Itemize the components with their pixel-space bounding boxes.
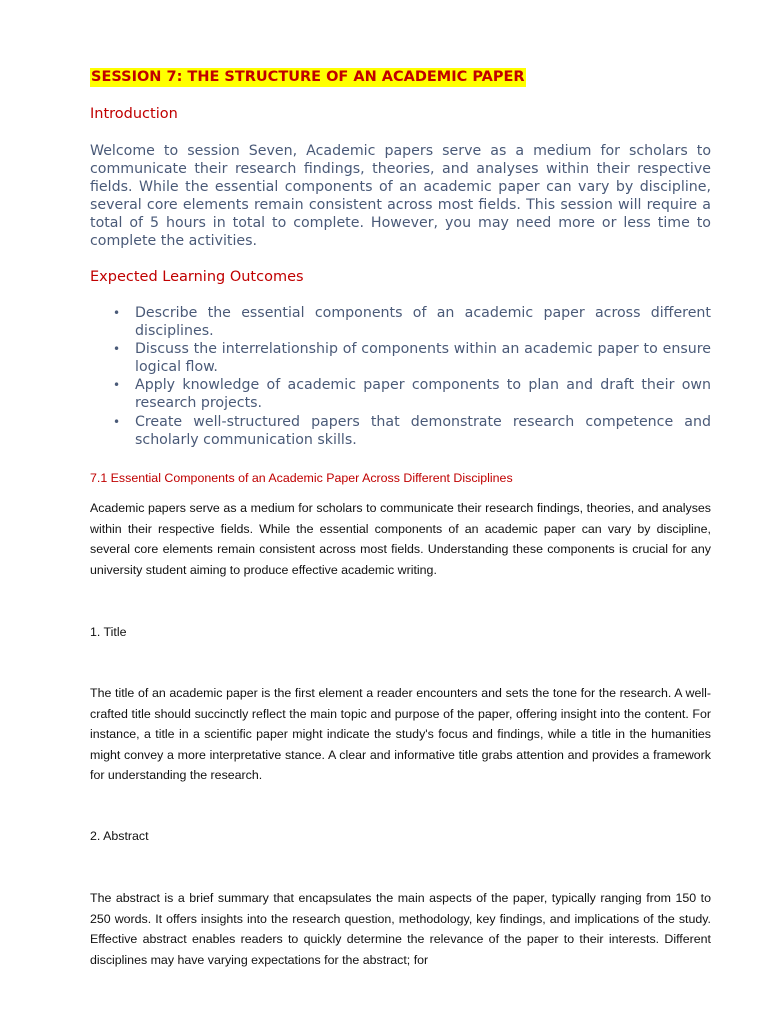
- list-item: • Apply knowledge of academic paper components to plan and draft their own research projects.: [113, 377, 711, 412]
- list-item: • Describe the essential components of an academic paper across different disciplines.: [113, 305, 711, 340]
- component-title-label: 1. Title: [90, 625, 127, 639]
- introduction-heading: Introduction: [90, 106, 178, 122]
- bullet-icon: •: [113, 414, 121, 429]
- bullet-icon: •: [113, 306, 121, 320]
- bullet-icon: •: [113, 342, 121, 357]
- section-7-1-heading: 7.1 Essential Components of an Academic Paper Across Different Disciplines: [90, 471, 513, 485]
- outcomes-list: [90, 304, 711, 449]
- list-item: • Create well-structured papers that demonstrate research competence and scholarly communication skills.: [113, 413, 711, 448]
- component-abstract-label: 2. Abstract: [90, 829, 149, 843]
- list-item: • Discuss the interrelationship of components within an academic paper to ensure logical flow.: [113, 341, 711, 376]
- section-intro-paragraph: Academic papers serve as a medium for scholars to communicate their research findings, theories, and analyses within their respective fields. While the essential components of an academic paper can vary by discipline, several core elements remain consistent across most fields. Understanding these components is crucial for any university student aiming to produce effective academic writing.: [90, 501, 711, 577]
- component-title-paragraph: The title of an academic paper is the first element a reader encounters and sets the tone for the research. A well-crafted title should succinctly reflect the main topic and purpose of the paper, offering insight into the content. For instance, a title in a scientific paper might indicate the study's focus and findings, while a title in the humanities might convey a more interpretative stance. A clear and informative title grabs attention and provides a framework for understanding the research.: [90, 686, 711, 782]
- outcomes-heading: Expected Learning Outcomes: [90, 269, 304, 285]
- session-title: SESSION 7: THE STRUCTURE OF AN ACADEMIC PAPER: [91, 69, 525, 85]
- introduction-paragraph: Welcome to session Seven, Academic papers serve as a medium for scholars to communicate their research findings, theories, and analyses within their respective fields. While the essential components of an academic paper can vary by discipline, several core elements remain consistent across most fields. This session will require a total of 5 hours in total to complete. However, you may need more or less time to complete the activities.: [90, 143, 711, 250]
- bullet-icon: •: [113, 378, 121, 393]
- component-abstract-paragraph: The abstract is a brief summary that encapsulates the main aspects of the paper, typically ranging from 150 to 250 words. It offers insights into the research question, methodology, key findings, and implications of the study. Effective abstract enables readers to quickly determine the relevance of the paper to their interests. Different disciplines may have varying expectations for the abstract; for: [90, 891, 711, 967]
